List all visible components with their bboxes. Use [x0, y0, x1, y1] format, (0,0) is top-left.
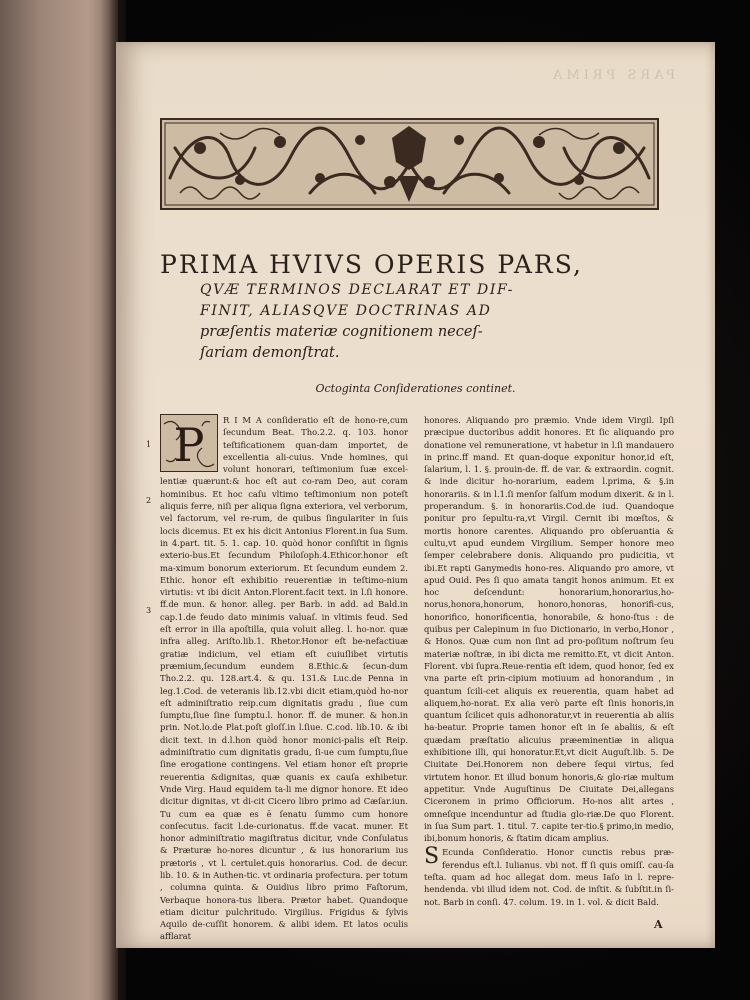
margin-number-2: 2: [146, 496, 152, 505]
title-line-2: QVÆ TERMINOS DECLARAT ET DIF-: [200, 282, 514, 298]
second-consideration: [424, 846, 674, 907]
ornamental-headpiece: [160, 118, 659, 210]
margin-number-3: 3: [146, 606, 152, 615]
title-line-3: FINIT, ALIASQVE DOCTRINAS AD: [200, 303, 492, 319]
title-line-4: præſentis materiæ cognitionem neceſ-: [200, 324, 483, 340]
signature-mark: A: [654, 918, 663, 931]
title-block: [160, 250, 675, 364]
left-column-text: R I M A conſideratio eſt de hono-re,cum ſecundum Beat. Tho.2.2. q. 103. honor teſtificationem quan-dam importet, de excellentia ali-cuius. Vnde homines, qui volunt honorari, teſtimonium ſuæ excel-lentiæ quærunt:& hoc eſt aut co-ram Deo, aut coram hominibus. Et hoc caſu vltimo teſtimonium non poteſt aliquis ferre, niſi per aliqua ſigna exteriora, vel verborum, vel factorum, vel re-rum, de quibus ſingulariter in ſuis locis dicemus. Et ex his dicit Antonius Florent.in ſua Sum. in 4.part. tit. 5. 1. cap. 10. quòd honor conſiſtit in ſignis exterio-bus.Et ſecundum Philoſoph.4.Ethicor.honor eſt ma-ximum bonorum exteriorum. Et ſecundum eundem 2. Ethic. honor eſt exhibitio reuerentiæ in teſtimo-nium virtutis: vt ibi dicit Anton.Florent.facit text. in l.ſi honore. ff.de mun. & honor. alleg. per Barb. in add. ad Bald.in cap.1.de feudo dato minimis valuaſ. in vltimis feud. Sed eſt error in illa apoſtilla, quia voluit alleg. l. ho-nor. quæ infra alleg. Ariſto.lib.1. Rhetor.Honor eſt be-nefactiuæ gratiæ indicium, vel etiam eſt cuiuſlibet virtutis præmium,ſecundum eundem 8.Ethic.& ſecun-dum Tho.2.2. qu. 128.art.4. & qu. 131.& Luc.de Penna in leg.1.Cod. de veteranis lib.12.vbi dicit etiam,quòd ho-nor eſt adminiſtratio reip.cum dignitatis gradu , ſiue cum ſumptu,ſiue ſine ſumptu.l. honor. ff. de muner. & hon.in prin. Not.lo.de Plat.poſt gloſſ.in l.ſiue. C.cod. lib.10. & ibi dicit text. in d.l.hon quòd honor monici-palis eſt Reip. adminiſtratio cum dignitatis gradu, ſi-ue cum ſumptu,ſiue ſine erogatione contingens. Vel etiam honor eſt proprie reuerentia &dignitas, quæ quanis ex cauſa exhibetur. Vnde Virg. Haud equidem ta-li me dignor honore. Et ideo dicitur dignitas, vt di-cit Cicero libro primo ad Cæſar.iun. Tu cum ea quæ es ē ſenatu ſummo cum honore conſecutus. facit l.de-curionatus. ff.de vacat. muner. Et honor adminiſtratio magiſtratus dicitur, vnde Conſulatus & Præturæ ho-nores dicuntur , & ius honorarium ius prætoris , vt l. certulet.quis honorarius. Cod. de decur. lib. 10. & in Authen-tic. vt ordinaria profectura. per totum , columna quinta. & Ouidius libro primo Faſtorum, Verbaque honora-tus libera. Prætor habet. Quandoque etiam dicitur pulchritudo. Virgilius. Frigidus & ſylvis Aquilo de-cuſſit honorem. & alibi idem. Et latos oculis afflarat: [160, 415, 408, 942]
right-column-text: honores. Aliquando pro præmio. Vnde idem Virgil. Ipſi præcipue ductoribus addit honores. Et ſic aliquando pro donatione vel remuneratione, vt habetur in l.ſi mandauero in princ.ff mand. Et quan-doque exponitur honor,id eſt, ſalarium, l. 1. §. prouin-de. ff. de var. & extraordin. cognit. & inde dicitur ho-norarium, eadem l.prima, & §.in honorariis. & in l.1.ſi menſor ſalſum modum dixerit. & in l. properandum. §. in honorariis.Cod.de iud. Quandoque ponitur pro ſepultu-ra,vt Virgil. Cernit ibi mœſtos, & mortis honore carentes. Aliquando pro obſeruantia & cultu,vt apud eundem Virgilium. Semper honore meo ſemper celebrabere donis. Aliquando pro pudicitia, vt ibi.Et rapti Ganymedis hono-res. Aliquando pro amore, vt apud Ouid. Pes ſi quo amata tangit honos animum. Et ex hoc deſcendunt: honorarium,honorarius,ho-norus,honora,honorum, honoro,honoras, honorifi-cus, honorifico, honorificentia, honorabile, & hono-ſtus : de quibus per Calepinum in ſuo Dictionario, in verbo,Honor , & Honos. Quæ cum non ſint ad pro-poſitum noſtrum ſeu materiæ noſtræ, in ibi dicta me remitto.Et, vt dicit Anton. Florent. vbi ſupra.Reue-rentia eſt idem, quod honor, ſed ex vna parte eſt prin-cipium motiuum ad honorandum , in quantum ſcili-cet aliquis ex reuerentia, quam habet ad aliquem,ho-norat. Ex alia verò parte eſt ſinis honoris,in quantum ſcilicet quis adhonoratur,vt in reuerentia ab aliis ha-beatur. Proprie tamen honor eſt in ſe abaliis, & eſt quædam præſtatio alicuius præeminentiæ in aliqua exhibitione illi, qui honoratur.Et,vt dicit Auguſt.lib. 5. De Ciuitate Dei.Honorem non debere ſequi virtus, ſed virtutem honor. Et illud bonum honoris,& glo-riæ multum appetitur. Vnde Auguſtinus De Ciuitate Dei,allegans Ciceronem in primo Officiorum. Ho-nos alit artes , omneſque incenduntur ad ſtudia glo-riæ.De quo Florent. in ſua Sum part. 1. titul. 7. capite ter-tio.§ primo,in medio, ibi,bonum honoris, & ſtatim dicam amplius.: [424, 415, 674, 844]
second-consideration-initial: S: [424, 844, 440, 870]
sub-heading: Octoginta Conſiderationes continet.: [315, 382, 516, 395]
right-column: [424, 414, 674, 908]
right-page: [116, 42, 715, 948]
left-column: [160, 414, 408, 943]
bleed-through-text: PARS PRIMA: [548, 68, 675, 83]
title-line-1: PRIMA HVIVS OPERIS PARS,: [160, 250, 583, 279]
second-consideration-text: Ecunda Conſideratio. Honor cunctis rebus præ-ferendus eſt.l. Iulianus. vbi not. ff ſi quis omiſſ. cau-ſa teſta. quam ad hoc allegat dom. meus Iaſo in l. repre-hendenda. vbi illud idem not. Cod. de inſtit. & ſubſtit.in ſi-not. Barb in conſi. 47. colum. 19. in 1. vol. & dicit Bald.: [424, 847, 674, 907]
svg-text:P: P: [173, 418, 205, 472]
margin-number-1: 1: [146, 440, 152, 449]
title-line-5: ſariam demonſtrat.: [200, 345, 340, 361]
decorated-initial-p: [160, 414, 218, 472]
